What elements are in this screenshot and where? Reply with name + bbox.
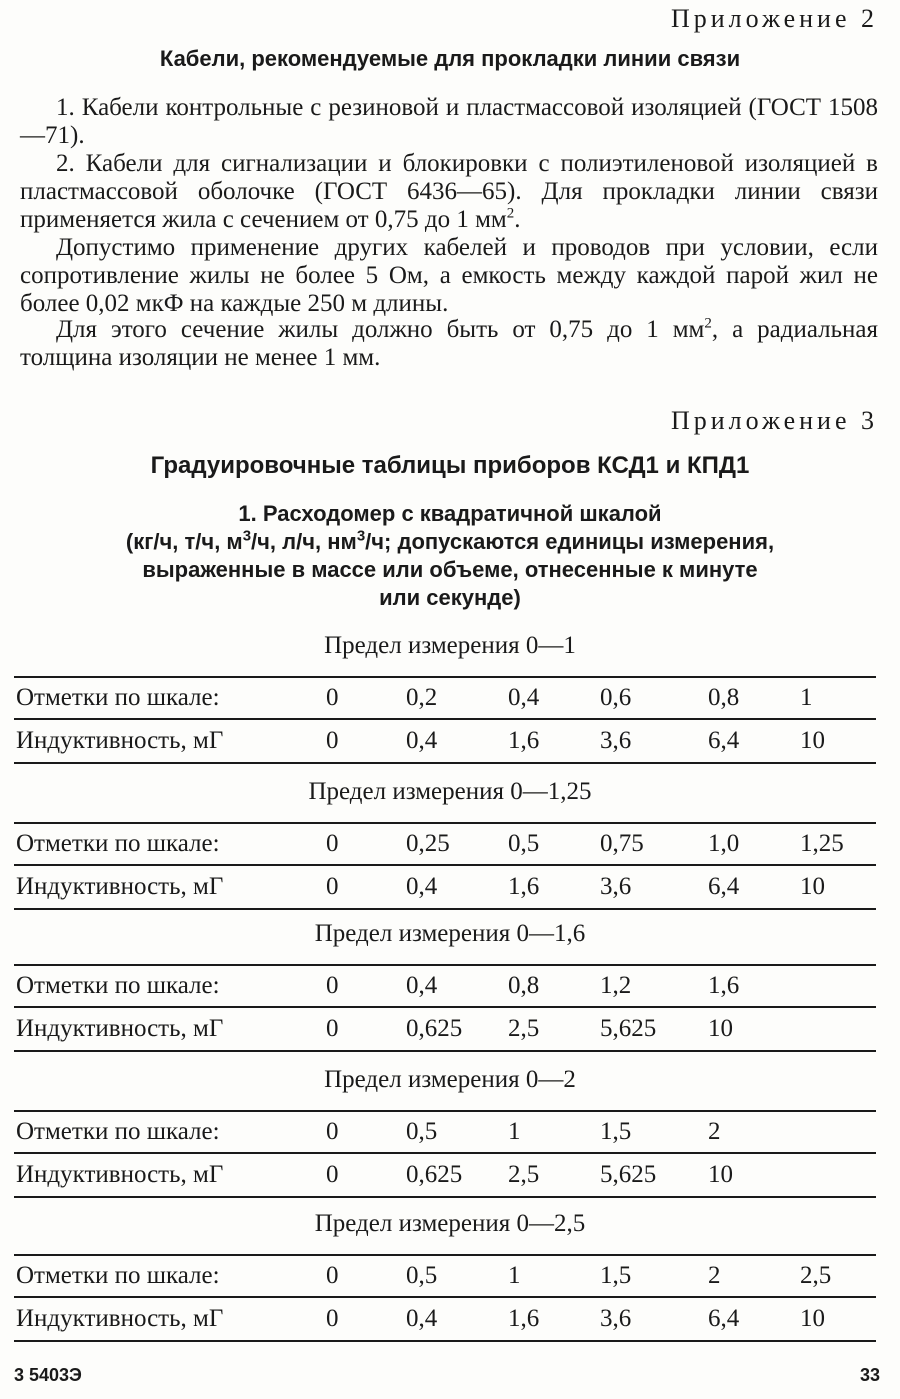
table-cell: 1,0 (708, 830, 740, 857)
flowmeter-subtitle: 1. Расходомер с квадратичной шкалой (238, 501, 662, 526)
paragraph-2-end: . (514, 206, 521, 233)
scale-marks-label: Отметки по шкале: (16, 1262, 220, 1289)
table-row (14, 1161, 876, 1197)
table-row (14, 830, 876, 866)
table-cell: 0,2 (406, 684, 438, 711)
units-line-2: выраженные в массе или объеме, отнесенные к минуте (142, 557, 758, 582)
table-cell: 6,4 (708, 727, 740, 754)
table-row (14, 873, 876, 909)
table-cell: 0,4 (406, 873, 438, 900)
table-cell: 0,4 (406, 972, 438, 999)
table-cell: 5,625 (600, 1015, 657, 1042)
table-cell: 10 (708, 1161, 733, 1188)
table-cell: 0,4 (406, 727, 438, 754)
table-cell: 6,4 (708, 873, 740, 900)
table-rule (14, 1110, 876, 1112)
table-row (14, 1015, 876, 1051)
scale-marks-label: Отметки по шкале: (16, 684, 220, 711)
scale-marks-label: Отметки по шкале: (16, 830, 220, 857)
paragraph-3: Допустимо применение других кабелей и проводов при условии, если сопротивление жилы не более 5 Ом, а емкость между каждой парой жил не более 0,02 мкФ на каждые 250 м длины. (20, 234, 878, 317)
table-cell: 1 (508, 1118, 521, 1145)
appendix-2-label: Приложение 2 (670, 4, 878, 33)
appendix-2-title: Кабели, рекомендуемые для прокладки линии связи (159, 46, 741, 71)
table-cell: 10 (800, 1305, 825, 1332)
table-cell: 1,6 (708, 972, 740, 999)
table-cell: 0,6 (600, 684, 632, 711)
paragraph-2-text: 2. Кабели для сигнализации и блокировки с полиэтиленовой изоляцией в пластмассовой оболочке (ГОСТ 6436—65). Для прокладки линии связи применяется жила с сечением от 0,75 до 1 мм (20, 150, 878, 233)
table-cell: 3,6 (600, 873, 632, 900)
paragraph-4 (20, 316, 878, 372)
table-rule (14, 964, 876, 966)
table-cell: 0,5 (406, 1118, 438, 1145)
table-cell: 0 (326, 1118, 339, 1145)
table-cell: 1 (800, 684, 813, 711)
range-title: Предел измерения 0—1 (324, 632, 576, 659)
range-title: Предел измерения 0—1,6 (314, 920, 586, 947)
table-cell: 10 (708, 1015, 733, 1042)
units-text-c: /ч; допускаются единицы измерения, (365, 529, 775, 554)
inductance-label: Индуктивность, мГ (16, 727, 224, 754)
range-title: Предел измерения 0—2 (324, 1066, 576, 1093)
units-superscript-1: 3 (242, 527, 252, 545)
table-cell: 10 (800, 727, 825, 754)
table-cell: 0,8 (708, 684, 740, 711)
table-cell: 0 (326, 972, 339, 999)
table-rule (14, 822, 876, 824)
paragraph-4-superscript: 2 (704, 315, 712, 332)
table-cell: 1,5 (600, 1262, 632, 1289)
paragraph-2 (20, 150, 878, 234)
table-cell: 0,8 (508, 972, 540, 999)
table-cell: 0 (326, 684, 339, 711)
table-row (14, 1118, 876, 1154)
paragraph-2-superscript: 2 (506, 205, 515, 222)
table-cell: 0 (326, 1015, 339, 1042)
table-cell: 0,4 (406, 1305, 438, 1332)
table-cell: 3,6 (600, 727, 632, 754)
table-cell: 0,5 (406, 1262, 438, 1289)
table-cell: 0,625 (406, 1161, 463, 1188)
footer-print-mark: 3 5403Э (14, 1365, 82, 1385)
table-cell: 0 (326, 1161, 339, 1188)
units-text-b: /ч, л/ч, нм (251, 529, 357, 554)
table-cell: 1 (508, 1262, 521, 1289)
table-cell: 0,75 (600, 830, 644, 857)
table-row (14, 684, 876, 720)
units-superscript-2: 3 (356, 527, 366, 545)
table-row (14, 1262, 876, 1298)
table-cell: 0 (326, 1305, 339, 1332)
paragraph-4-text-a: Для этого сечение жилы должно быть от 0,75 до 1 мм (56, 316, 705, 343)
table-rule (14, 1254, 876, 1256)
table-cell: 0,25 (406, 830, 450, 857)
table-cell: 1,5 (600, 1118, 632, 1145)
table-cell: 0,5 (508, 830, 540, 857)
table-rule (14, 676, 876, 678)
scale-marks-label: Отметки по шкале: (16, 972, 220, 999)
table-row (14, 972, 876, 1008)
table-cell: 1,6 (508, 1305, 540, 1332)
appendix-3-label: Приложение 3 (670, 406, 878, 435)
table-cell: 2,5 (508, 1161, 540, 1188)
table-cell: 3,6 (600, 1305, 632, 1332)
table-cell: 2 (708, 1118, 721, 1145)
page-number: 33 (859, 1365, 880, 1385)
table-cell: 1,6 (508, 873, 540, 900)
paragraph-1: 1. Кабели контрольные с резиновой и пластмассовой изоляцией (ГОСТ 1508—71). (20, 94, 878, 149)
inductance-label: Индуктивность, мГ (16, 873, 224, 900)
table-cell: 1,2 (600, 972, 632, 999)
table-row (14, 1305, 876, 1341)
table-cell: 5,625 (600, 1161, 657, 1188)
appendix-3-title: Градуировочные таблицы приборов КСД1 и КПД1 (150, 452, 750, 479)
inductance-label: Индуктивность, мГ (16, 1305, 224, 1332)
scale-marks-label: Отметки по шкале: (16, 1118, 220, 1145)
table-cell: 6,4 (708, 1305, 740, 1332)
table-cell: 0 (326, 1262, 339, 1289)
units-line-1 (0, 528, 900, 556)
table-cell: 2 (708, 1262, 721, 1289)
units-text-a: (кг/ч, т/ч, м (125, 529, 243, 554)
table-cell: 2,5 (508, 1015, 540, 1042)
table-cell: 0 (326, 873, 339, 900)
table-cell: 10 (800, 873, 825, 900)
inductance-label: Индуктивность, мГ (16, 1161, 224, 1188)
table-cell: 2,5 (800, 1262, 832, 1289)
table-cell: 0,625 (406, 1015, 463, 1042)
table-cell: 0,4 (508, 684, 540, 711)
inductance-label: Индуктивность, мГ (16, 1015, 224, 1042)
range-title: Предел измерения 0—1,25 (308, 778, 592, 805)
table-row (14, 727, 876, 763)
range-title: Предел измерения 0—2,5 (314, 1210, 586, 1237)
table-cell: 1,6 (508, 727, 540, 754)
table-cell: 1,25 (800, 830, 844, 857)
table-cell: 0 (326, 727, 339, 754)
paragraph-4-text-b: , а радиальная толщина изоляции не менее 1 мм. (20, 316, 878, 371)
table-cell: 0 (326, 830, 339, 857)
units-line-3: или секунде) (379, 585, 521, 610)
